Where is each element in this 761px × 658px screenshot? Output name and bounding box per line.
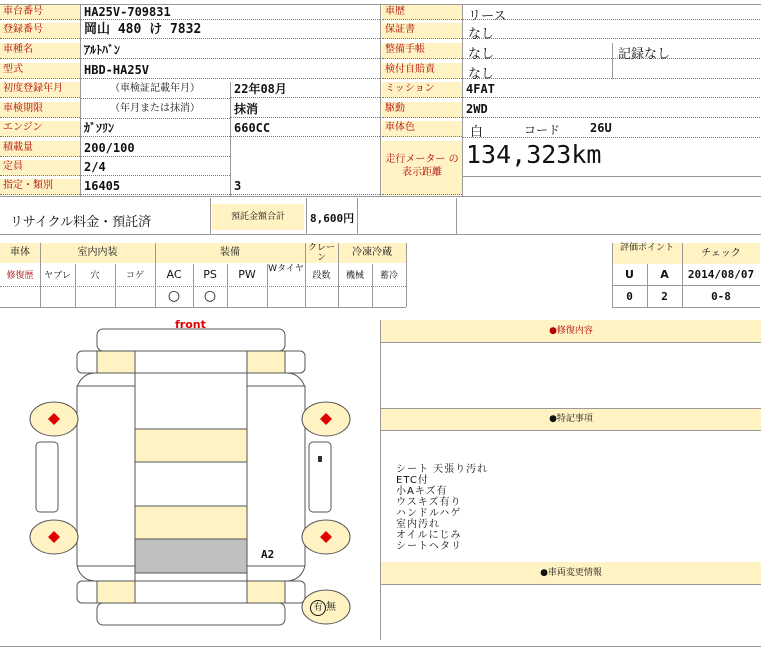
value-first-registration: 22年08月 xyxy=(230,82,380,98)
note-line: オイルにじみ xyxy=(396,530,462,541)
label-color-code: コード xyxy=(524,123,561,137)
eval-u-label: U xyxy=(625,268,634,281)
sub-tears: ヤブレ xyxy=(44,271,71,281)
sub-ac: AC xyxy=(166,268,182,281)
damage-marker-a2: A2 xyxy=(261,548,275,561)
note-line: ETC付 xyxy=(396,475,429,486)
eval-header: 評価ポイント xyxy=(612,243,682,264)
equip-marks-row xyxy=(0,286,406,306)
presence-badge xyxy=(310,598,336,616)
note-line: ハンドルハゲ xyxy=(396,508,462,519)
recycle-status: リサイクル料金・預託済 xyxy=(10,215,152,230)
sub-repair-history: 修復歴 xyxy=(6,271,34,281)
label-body-color: 車体色 xyxy=(382,121,462,137)
note-inspection-expiry: （年月または抹消） xyxy=(80,102,230,119)
value-displacement: 660CC xyxy=(230,121,380,137)
body-color-row xyxy=(462,121,760,138)
badge-no: 無 xyxy=(326,602,336,613)
note-line: 室内汚れ xyxy=(396,519,440,530)
value-fuel: ｶﾞｿﾘﾝ xyxy=(80,121,230,137)
car-body-outline xyxy=(0,316,380,644)
section-notes-header: ●特記事項 xyxy=(381,408,761,430)
label-first-registration: 初度登録年月 xyxy=(0,82,80,98)
notes-list xyxy=(396,464,596,552)
front-label: front xyxy=(175,318,206,331)
label-maintenance-book: 整備手帳 xyxy=(382,43,462,59)
value-designation-1: 16405 xyxy=(80,179,230,195)
value-model-code: HBD-HA25V xyxy=(80,63,380,79)
value-registration-no: 岡山 480 け 7832 xyxy=(80,23,380,39)
value-inspection-expiry: 抹消 xyxy=(230,102,380,118)
note-first-registration: （車検証記載年月） xyxy=(80,82,230,99)
hdr-refrigeration: 冷凍冷蔵 xyxy=(338,243,406,263)
value-color-code: 26U xyxy=(590,121,612,135)
label-transmission: ミッション xyxy=(382,82,462,98)
label-vehicle-history: 車歴 xyxy=(382,5,462,20)
label-warranty: 保証書 xyxy=(382,23,462,39)
label-seating: 定員 xyxy=(0,160,80,176)
section-repair-header xyxy=(381,320,761,342)
value-vehicle-history: リース xyxy=(462,5,760,20)
mark-ac: ○ xyxy=(167,288,181,304)
hdr-interior: 室内内装 xyxy=(40,243,155,263)
sub-machine: 機械 xyxy=(345,271,364,281)
sub-cold-storage: 蓄冷 xyxy=(379,271,398,281)
section-repair-title: ●修復内容 xyxy=(549,326,593,336)
label-chassis-no: 車台番号 xyxy=(0,5,80,20)
value-insurance: なし xyxy=(462,63,760,79)
hdr-crane: クレーン xyxy=(305,243,338,263)
eval-box xyxy=(612,243,760,307)
eval-u-value: 0 xyxy=(626,290,633,303)
eval-a-value: 2 xyxy=(661,290,668,303)
value-warranty: なし xyxy=(462,23,760,39)
equip-subheader-row xyxy=(0,264,406,286)
value-body-color: 白 xyxy=(470,125,484,140)
sub-stages: 段数 xyxy=(312,271,331,281)
label-drive: 駆動 xyxy=(382,102,462,118)
label-model-code: 型式 xyxy=(0,63,80,79)
note-line: シート 天張り汚れ xyxy=(396,464,489,475)
value-transmission: 4FAT xyxy=(462,82,760,98)
value-model-name: ｱﾙﾄﾊﾞﾝ xyxy=(80,43,380,59)
value-mileage: 134,323km xyxy=(466,140,602,169)
label-engine: エンジン xyxy=(0,121,80,137)
note-line: 小Aキズ有 xyxy=(396,486,448,497)
eval-a-label: A xyxy=(660,268,669,281)
sub-w-tire: Wタイヤ xyxy=(268,264,304,274)
check-value: 0-8 xyxy=(711,290,731,303)
label-model-name: 車種名 xyxy=(0,43,80,59)
value-record-status: 記録なし xyxy=(612,43,760,59)
label-deposit-total: 預託金額合計 xyxy=(212,204,304,230)
check-header: チェック xyxy=(682,243,760,264)
sub-holes: 穴 xyxy=(90,271,100,281)
value-drive: 2WD xyxy=(462,102,760,118)
label-mileage: 走行メーター の表示距離 xyxy=(382,141,462,195)
value-maintenance-book: なし xyxy=(462,43,612,59)
label-load-capacity: 積載量 xyxy=(0,141,80,157)
value-designation-2: 3 xyxy=(230,179,380,195)
sub-burns: コゲ xyxy=(125,271,144,281)
note-line: シートヘタリ xyxy=(396,541,462,552)
hdr-body: 車体 xyxy=(0,243,40,263)
label-designation: 指定・類別 xyxy=(0,179,80,195)
value-chassis-no: HA25V-709831 xyxy=(80,5,380,20)
value-deposit-total: 8,600円 xyxy=(310,212,355,225)
car-diagram xyxy=(0,316,380,644)
mark-ps: ○ xyxy=(203,288,217,304)
sub-pw: PW xyxy=(238,268,256,281)
sub-ps: PS xyxy=(203,268,217,281)
note-line: ウスキズ有り xyxy=(396,497,462,508)
hdr-equipment: 装備 xyxy=(155,243,305,263)
label-insurance: 検付自賠責 xyxy=(382,63,462,79)
value-load-capacity: 200/100 xyxy=(80,141,230,157)
section-change-header: ●車両変更情報 xyxy=(381,562,761,584)
value-seating: 2/4 xyxy=(80,160,230,176)
label-registration-no: 登録番号 xyxy=(0,23,80,39)
badge-yes: 有 xyxy=(310,600,326,616)
eval-date: 2014/08/07 xyxy=(687,268,755,281)
label-inspection-expiry: 車検期限 xyxy=(0,102,80,118)
